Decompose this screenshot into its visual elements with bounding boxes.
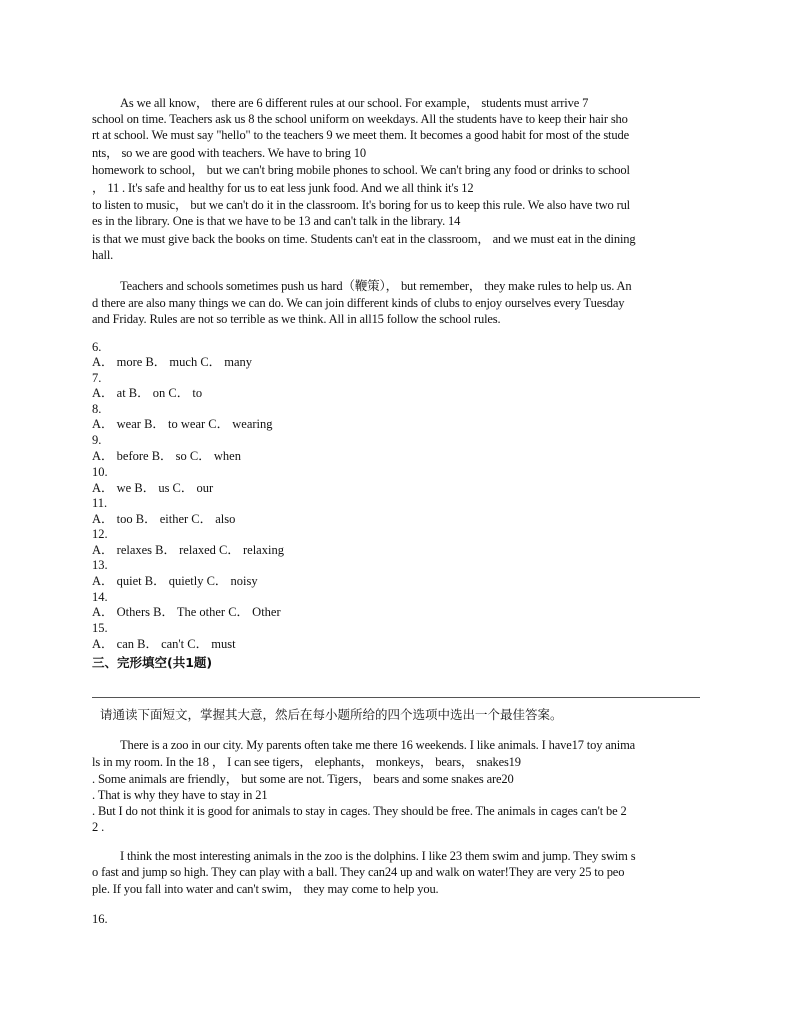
question-options: A． too B． either C． also [92,512,236,526]
passage2-line: I think the most interesting animals in the zoo is the dolphins. I like 23 them swim and jump. They swim s [120,849,636,863]
passage1-line: As we all know， there are 6 different rules at our school. For example， students must arrive 7 [120,96,589,110]
section-divider [92,697,700,698]
passage1-line: es in the library. One is that we have to be 13 and can't talk in the library. 14 [92,214,461,228]
question-options: A． can B． can't C． must [92,637,236,651]
question-number: 13. [92,558,108,572]
question-options: A． quiet B． quietly C． noisy [92,574,258,588]
passage2-line: . Some animals are friendly， but some are not. Tigers， bears and some snakes are20 [92,772,514,786]
section-instruction: 请通读下面短文，掌握其大意，然后在每小题所给的四个选项中选出一个最佳答案。 [100,707,563,722]
passage2-line: o fast and jump so high. They can play with a ball. They can24 up and walk on water!They are very 25 to peo [92,865,625,879]
passage1-line: is that we must give back the books on time. Students can't eat in the classroom， and we must eat in the dining [92,232,636,246]
passage1-line: homework to school， but we can't bring mobile phones to school. We can't bring any food or drinks to school [92,163,630,177]
question-number: 14. [92,590,108,604]
question-number: 8. [92,402,102,416]
question-number: 10. [92,465,108,479]
question-options: A． at B． on C． to [92,386,203,400]
question-number: 16. [92,912,108,926]
question-number: 15. [92,621,108,635]
question-options: A． we B． us C． our [92,481,214,495]
question-options: A． wear B． to wear C． wearing [92,417,273,431]
question-options: A． before B． so C． when [92,449,241,463]
passage1-line: school on time. Teachers ask us 8 the school uniform on weekdays. All the students have to keep their hair sho [92,112,628,126]
passage1-line: d there are also many things we can do. We can join different kinds of clubs to enjoy ourselves every Tuesday [92,296,625,310]
passage1-line: Teachers and schools sometimes push us hard（鞭策）， but remember， they make rules to help us. An [120,279,632,293]
passage2-line: There is a zoo in our city. My parents often take me there 16 weekends. I like animals. I have17 toy anima [120,738,636,752]
question-number: 6. [92,340,102,354]
passage1-line: nts， so we are good with teachers. We have to bring 10 [92,146,366,160]
question-number: 12. [92,527,108,541]
question-number: 9. [92,433,102,447]
question-options: A． Others B． The other C． Other [92,605,281,619]
passage2-line: 2 . [92,820,105,834]
question-options: A． more B． much C． many [92,355,253,369]
passage2-line: ls in my room. In the 18 ， I can see tigers， elephants， monkeys， bears， snakes19 [92,755,521,769]
passage1-line: and Friday. Rules are not so terrible as we think. All in all15 follow the school rules. [92,312,501,326]
passage2-line: . That is why they have to stay in 21 [92,788,268,802]
passage1-line: ， 11 . It's safe and healthy for us to eat less junk food. And we all think it's 12 [92,181,474,195]
passage1-line: rt at school. We must say "hello" to the teachers 9 we meet them. It becomes a good habit for most of the stude [92,128,629,142]
question-number: 11. [92,496,108,510]
section-title: 三、完形填空(共1题) [92,655,213,670]
passage1-line: to listen to music， but we can't do it in the classroom. It's boring for us to keep this rule. We also have two rul [92,198,631,212]
passage2-line: ple. If you fall into water and can't swim， they may come to help you. [92,882,439,896]
passage1-line: hall. [92,248,114,262]
passage2-line: . But I do not think it is good for animals to stay in cages. They should be free. The animals in cages can't be 2 [92,804,627,818]
question-number: 7. [92,371,102,385]
question-options: A． relaxes B． relaxed C． relaxing [92,543,284,557]
